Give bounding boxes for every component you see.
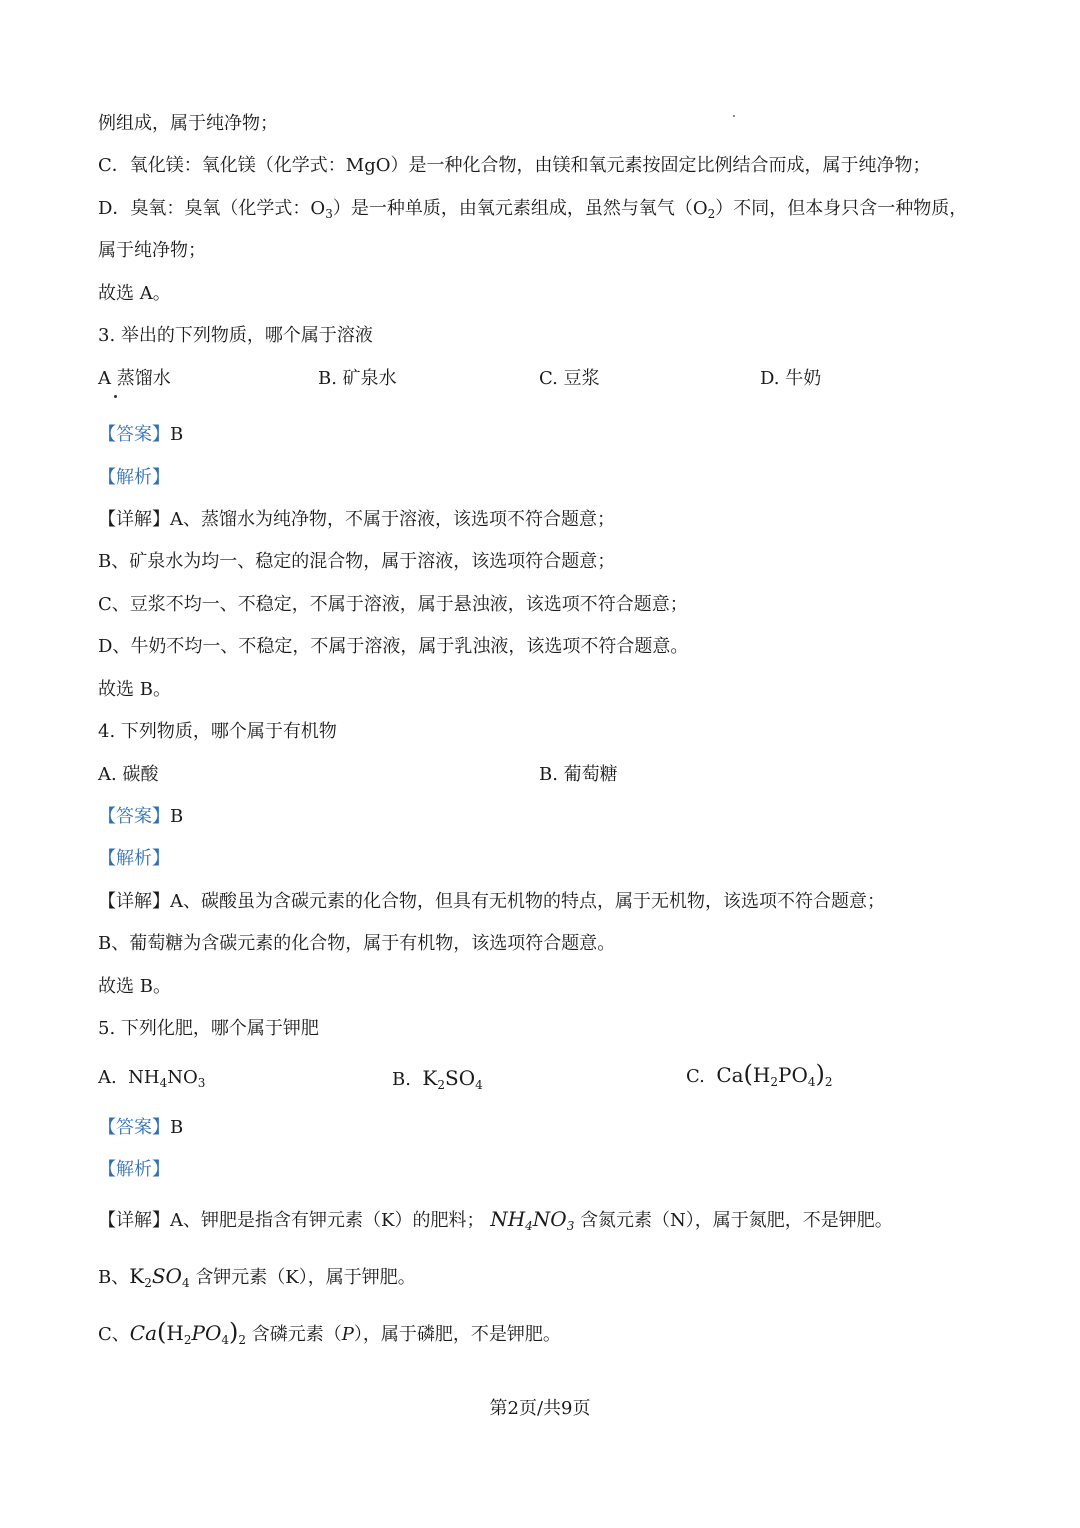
q3-option-a: A 蒸馏水	[98, 368, 171, 389]
q3-detail: D、牛奶不均一、不稳定，不属于溶液，属于乳浊液，该选项不符合题意。	[98, 636, 689, 657]
q3-answer	[98, 423, 183, 447]
q5-detail	[98, 1207, 893, 1233]
q5-option-a: A. $NH_4NO_3$	[98, 1067, 206, 1090]
q3-option-b: B. 矿泉水	[318, 368, 397, 389]
q3-detail: C、豆浆不均一、不稳定，不属于溶液，属于悬浊液，该选项不符合题意；	[98, 594, 688, 615]
q4-analysis-tag: 【解析】	[98, 848, 170, 869]
answer-tag: 【答案】	[98, 1117, 170, 1138]
q4-option-a: A. 碳酸	[98, 764, 159, 785]
q3-conclusion: 故选 B。	[98, 679, 171, 700]
formula: $NH_4NO_3$	[490, 1207, 575, 1233]
q4-answer	[98, 805, 183, 829]
text-run: D．臭氧：臭氧（化学式：O	[98, 198, 326, 219]
answer-value: B	[170, 1117, 184, 1138]
answer-tag: 【答案】	[98, 424, 170, 445]
text-line	[98, 197, 967, 221]
text-run: 含钾元素（K），属于钾肥。	[195, 1267, 416, 1288]
text-run: ）不同，但本身只含一种物质，	[715, 198, 968, 219]
q5-detail	[98, 1264, 416, 1290]
q5-analysis-tag: 【解析】	[98, 1159, 170, 1180]
q3-analysis-tag: 【解析】	[98, 467, 170, 488]
q3-option-c: C. 豆浆	[539, 368, 600, 389]
text-run: C、	[98, 1324, 130, 1345]
text-line: 例组成，属于纯净物；	[98, 113, 278, 134]
q3-detail: 【详解】A、蒸馏水为纯净物，不属于溶液，该选项不符合题意；	[98, 509, 615, 530]
q5-option-c: C. $Ca(H_2PO_4)_2$	[686, 1060, 833, 1089]
text-line: 故选 A。	[98, 283, 171, 304]
text-run: 含磷元素（	[251, 1324, 342, 1345]
text-run: 含氮元素（N），属于氮肥，不是钾肥。	[580, 1210, 893, 1231]
q5-detail	[98, 1320, 561, 1347]
subscript: 2	[707, 207, 716, 221]
text-run: B、	[98, 1267, 130, 1288]
text-run: ），属于磷肥，不是钾肥。	[353, 1324, 561, 1345]
q4-option-b: B. 葡萄糖	[539, 764, 618, 785]
q4-detail: 【详解】A、碳酸虽为含碳元素的化合物，但具有无机物的特点，属于无机物，该选项不符合题意；	[98, 891, 885, 912]
text-run: ）是一种单质，由氧元素组成，虽然与氧气（O	[332, 198, 708, 219]
subscript: 3	[325, 207, 333, 221]
option-label: C.	[686, 1066, 705, 1087]
speck	[733, 115, 735, 117]
q3-option-d: D. 牛奶	[760, 368, 822, 389]
text-line: 属于纯净物；	[98, 240, 206, 261]
q3-detail: B、矿泉水为均一、稳定的混合物，属于溶液，该选项符合题意；	[98, 551, 616, 572]
q5-option-b: B. $K_2SO_4$	[392, 1066, 483, 1092]
q4-conclusion: 故选 B。	[98, 976, 171, 997]
page-footer: 第2页/共9页	[489, 1398, 591, 1419]
answer-tag: 【答案】	[98, 806, 170, 827]
answer-value: B	[170, 424, 184, 445]
text-run: 【详解】A、钾肥是指含有钾元素（K）的肥料；	[98, 1210, 485, 1231]
question-5: 5. 下列化肥，哪个属于钾肥	[98, 1018, 319, 1039]
formula: $K_2SO_4$	[129, 1264, 190, 1290]
option-label: A.	[98, 1067, 117, 1088]
formula: $Ca(H_2PO_4)_2$	[129, 1318, 246, 1347]
text-line: C．氧化镁：氧化镁（化学式：MgO）是一种化合物，由镁和氧元素按固定比例结合而成，属于纯净物；	[98, 155, 931, 176]
option-label: B.	[392, 1069, 411, 1090]
answer-value: B	[170, 806, 184, 827]
question-3: 3. 举出的下列物质，哪个属于溶液	[98, 325, 373, 346]
text-run: P	[341, 1324, 354, 1345]
bullet-mark	[114, 395, 117, 398]
question-4: 4. 下列物质，哪个属于有机物	[98, 721, 337, 742]
q5-answer	[98, 1116, 183, 1140]
q4-detail: B、葡萄糖为含碳元素的化合物，属于有机物，该选项符合题意。	[98, 933, 616, 954]
